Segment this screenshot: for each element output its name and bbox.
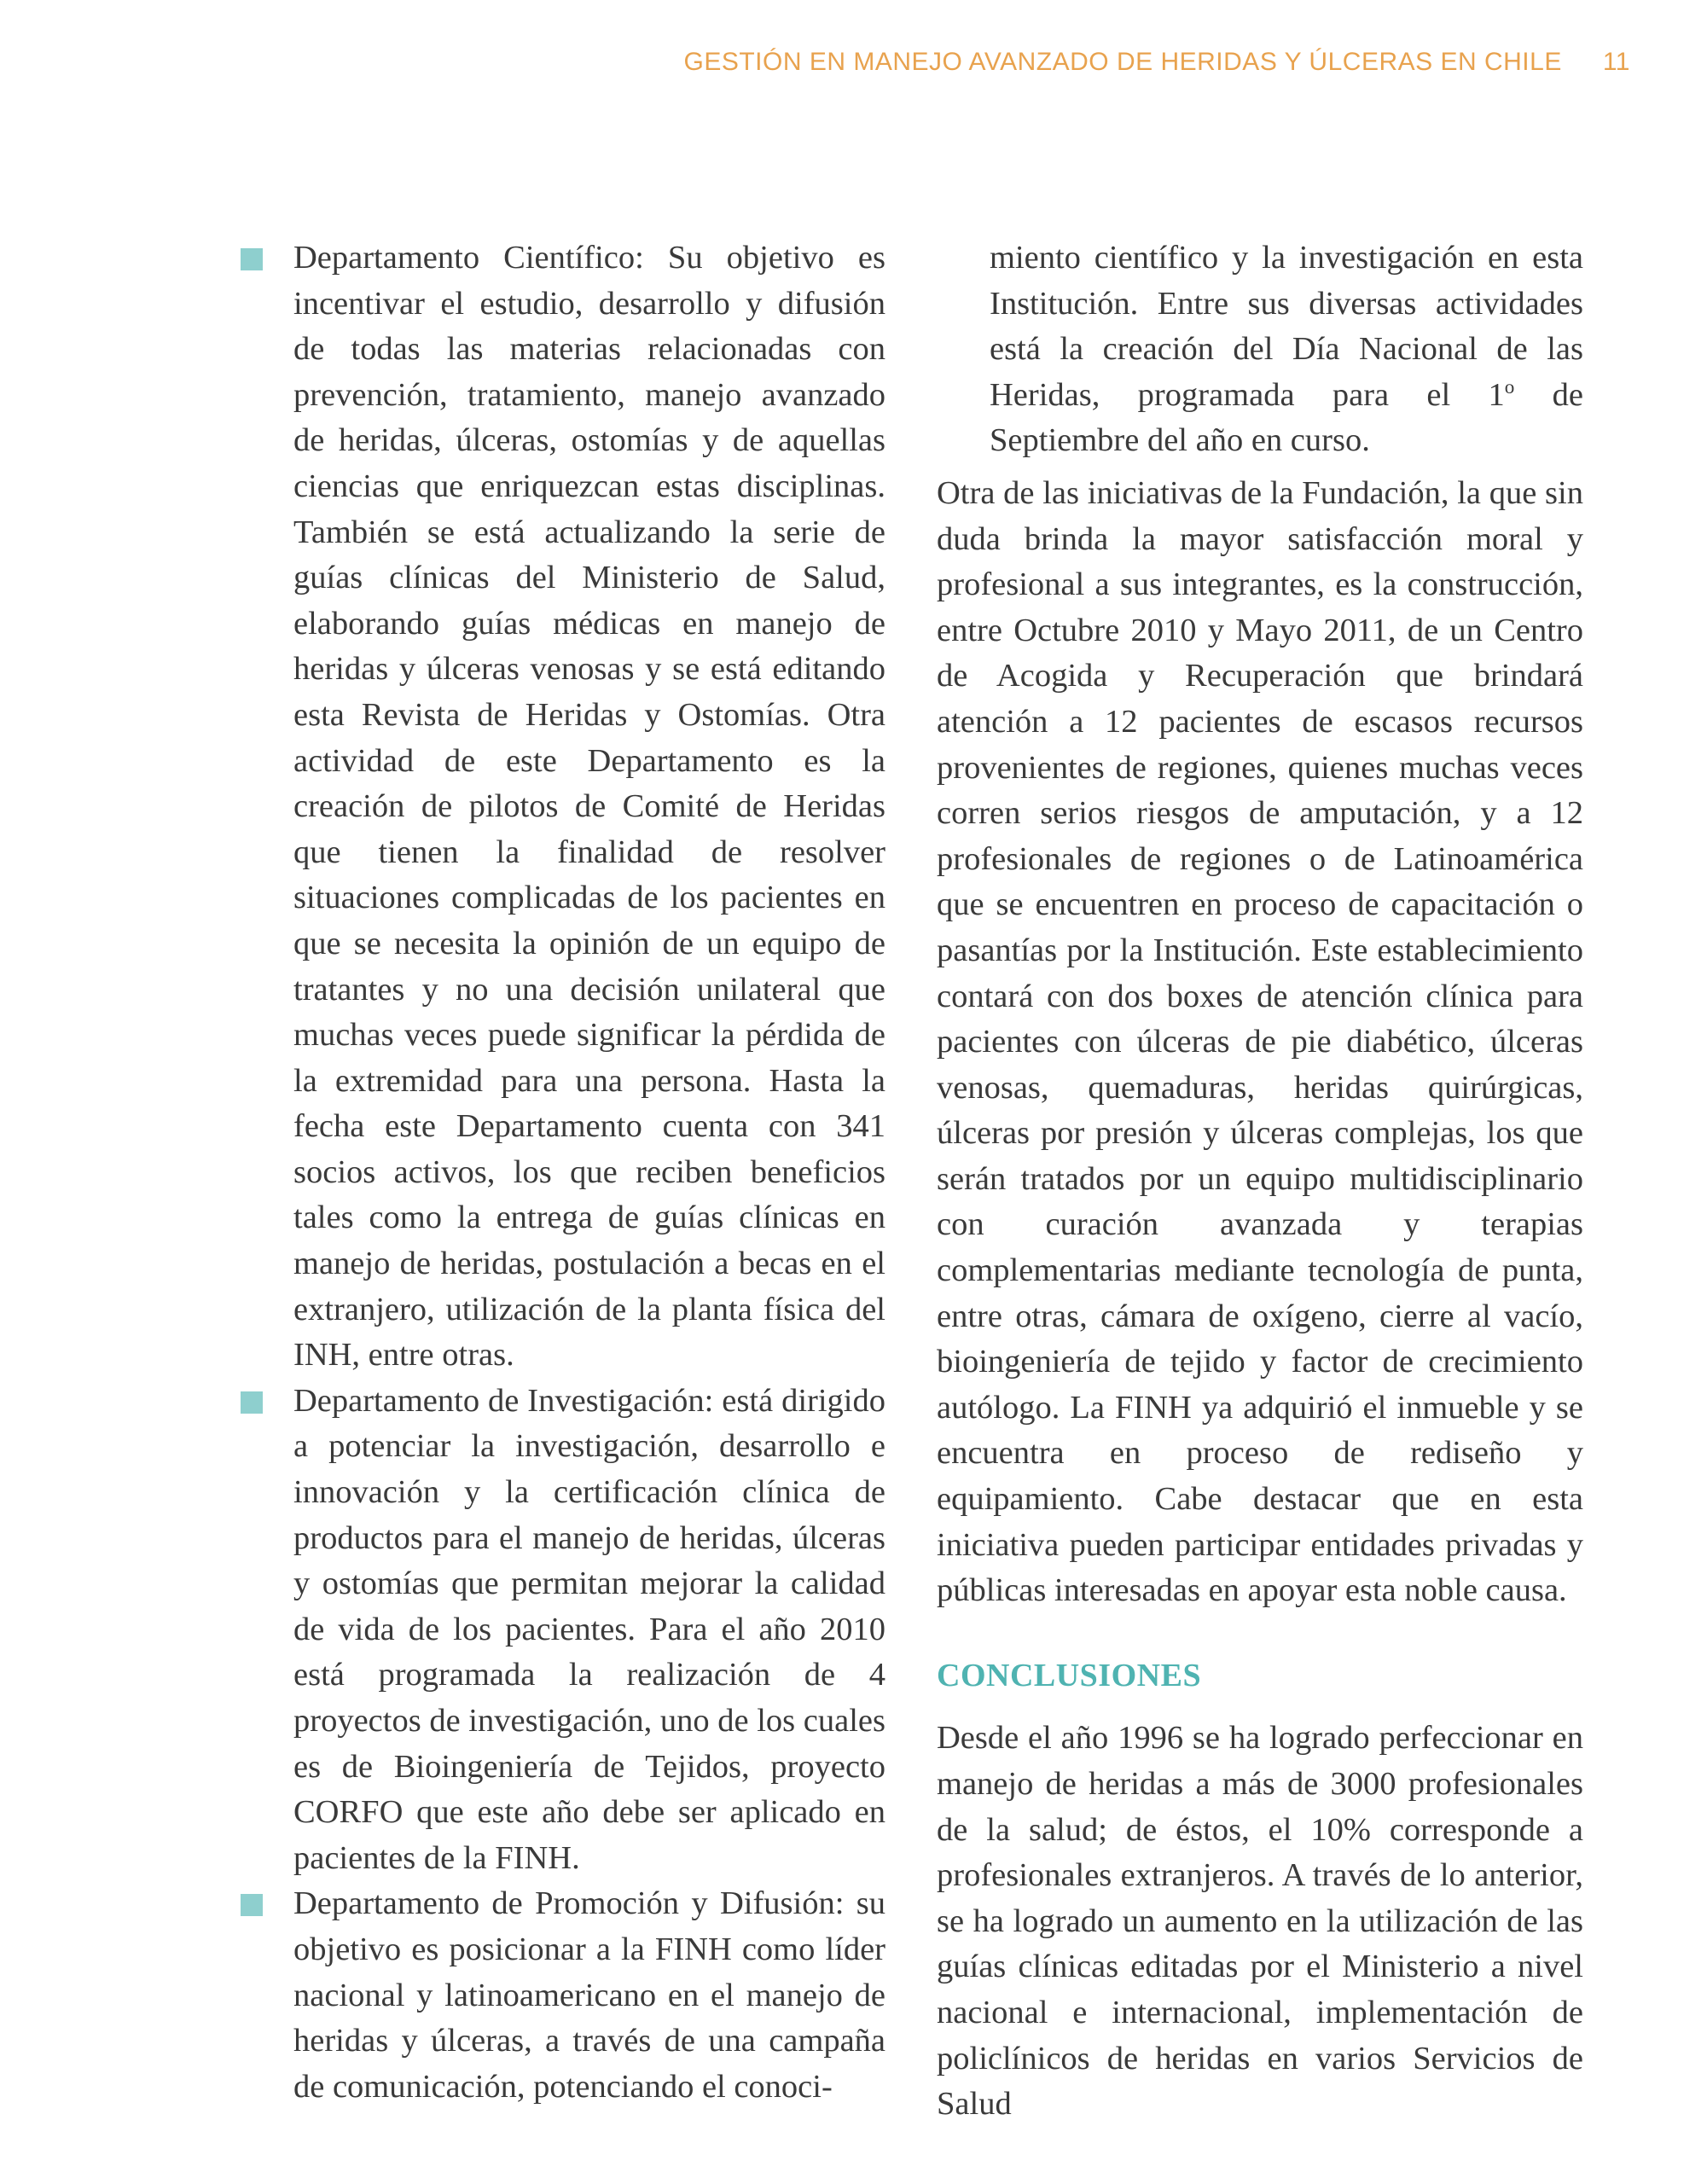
bullet-item-cientifico: [293, 235, 885, 1379]
bullet-item-investigacion: [293, 1379, 885, 1882]
section-heading-conclusiones: CONCLUSIONES: [937, 1657, 1202, 1693]
bullet-square-icon: [241, 1894, 263, 1916]
bullet-square-icon: [241, 1391, 263, 1414]
bullet-text: Departamento de Investigación: está dirigido a potenciar la investigación, desarrollo e innovación y la certificación clínica de productos para el manejo de heridas, úlceras y ostomías que permitan mejorar la calidad de vida de los pacientes. Para el año 2010 está programada la realización de 4 proyectos de investigación, uno de los cuales es de Bioingeniería de Tejidos, proyecto CORFO que este año debe ser aplicado en pacientes de la FINH.: [293, 1382, 885, 1876]
bullet-item-promocion: [293, 1881, 885, 2110]
bullet-text: Departamento Científico: Su objetivo es incentivar el estudio, desarrollo y difusión de todas las materias relacionadas con prevención, tratamiento, manejo avanzado de heridas, úlceras, ostomías y de aquellas ciencias que enriquezcan estas disciplinas. También se está actualizando la serie de guías clínicas del Ministerio de Salud, elaborando guías médicas en manejo de heridas y úlceras venosas y se está editando esta Revista de Heridas y Ostomías. Otra actividad de este Departamento es la creación de pilotos de Comité de Heridas que tienen la finalidad de resolver situaciones complicadas de los pacientes en que se necesita la opinión de un equipo de tratantes y no una decisión unilateral que muchas veces puede significar la pérdida de la extremidad para una persona. Hasta la fecha este Departamento cuenta con 341 socios activos, los que reciben beneficios tales como la entrega de guías clínicas en manejo de heridas, postulación a becas en el extranjero, utilización de la planta física del INH, entre otras.: [293, 240, 885, 1374]
running-header: [684, 48, 1631, 77]
bullet-text: Departamento de Promoción y Difusión: su objetivo es posicionar a la FINH como líder nacional y latinoamericano en el manejo de heridas y úlceras, a través de una campaña de comunicación, potenciando el conoci-: [293, 1885, 885, 2105]
paragraph-conclusiones: Desde el año 1996 se ha logrado perfeccionar en manejo de heridas a más de 3000 profesionales de la salud; de éstos, el 10% corresponde a profesionales extranjeros. A través de lo anterior, se ha logrado un aumento en la utilización de las guías clínicas editadas por el Ministerio a nivel nacional e internacional, implementación de policlínicos de heridas en varios Servicios de Salud: [937, 1720, 1583, 2123]
page-number: 11: [1602, 48, 1630, 76]
continuation-text-end: de Septiembre del año en curso.: [990, 376, 1583, 459]
continuation-text-start: miento científico y la investigación en esta Institución. Entre sus diversas actividades está la creación del Día Nacional de las Heridas, programada para el 1: [990, 240, 1583, 413]
right-column: [937, 235, 1583, 2128]
ordinal-superscript: o: [1504, 375, 1515, 398]
paragraph-centro-acogida: Otra de las iniciativas de la Fundación, la que sin duda brinda la mayor satisfacción moral y profesional a sus integrantes, es la construcción, entre Octubre 2010 y Mayo 2011, de un Centro de Acogida y Recuperación que brindará atención a 12 pacientes de escasos recursos provenientes de regiones, quienes muchas veces corren serios riesgos de amputación, y a 12 profesionales de regiones o de Latinoamérica que se encuentren en proceso de capacitación o pasantías por la Institución. Este establecimiento contará con dos boxes de atención clínica para pacientes con úlceras de pie diabético, úlceras venosas, quemaduras, heridas quirúrgicas, úlceras por presión y úlceras complejas, los que serán tratados por un equipo multidisciplinario con curación avanzada y terapias complementarias mediante tecnología de punta, entre otras, cámara de oxígeno, cierre al vacío, bioingeniería de tejido y factor de crecimiento autólogo. La FINH ya adquirió el inmueble y se encuentra en proceso de rediseño y equipamiento. Cabe destacar que en esta iniciativa pueden participar entidades privadas y públicas interesadas en apoyar esta noble causa.: [937, 474, 1583, 1609]
running-title: GESTIÓN EN MANEJO AVANZADO DE HERIDAS Y ÚLCERAS EN CHILE: [683, 48, 1562, 76]
left-column: [293, 235, 885, 2110]
bullet-square-icon: [241, 248, 263, 270]
bullet-continuation: [990, 235, 1583, 464]
